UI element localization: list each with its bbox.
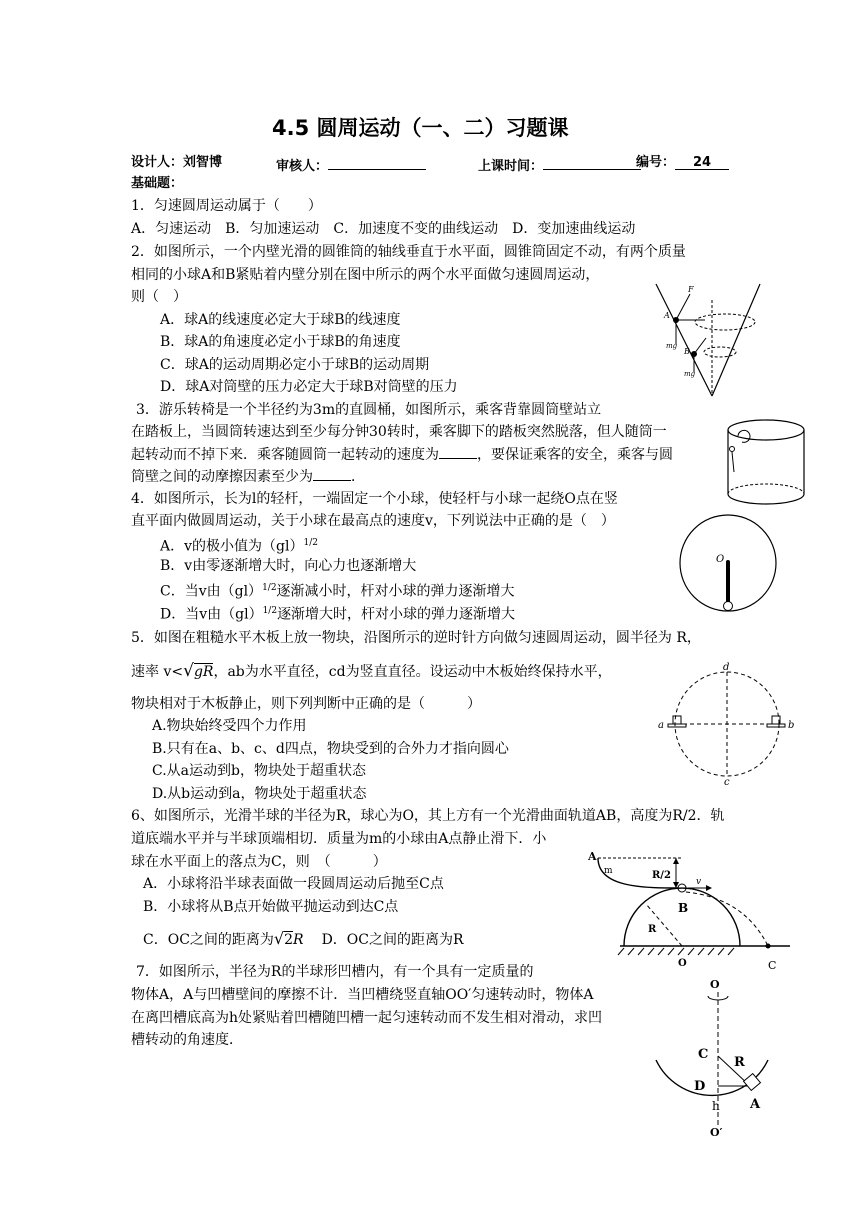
q4-option-d <box>160 601 515 625</box>
reviewer-field <box>276 153 426 177</box>
q6-option-b: B．小球将从B点开始做平抛运动到达C点 <box>143 899 399 915</box>
designer-label: 设计人：刘智博 <box>131 155 223 170</box>
bowl-label-c: C <box>698 1047 709 1062</box>
q4-option-c <box>160 578 515 602</box>
cone-label-mg-b: mg <box>684 370 696 378</box>
q5-option-b: B.只有在a、b、c、d四点，物块受到的合外力才指向圆心 <box>152 741 509 757</box>
time-blank <box>543 153 641 170</box>
q4-option-a <box>160 533 318 557</box>
q1-stem: 1．匀速圆周运动属于（ ） <box>131 198 322 214</box>
q7-stem-line1: 7．如图所示，半径为R的半球形凹槽内，有一个具有一定质量的 <box>136 964 534 980</box>
q4-sup-d: 1/2 <box>262 606 278 616</box>
q3-stem-line4 <box>131 466 365 487</box>
section-heading: 基础题： <box>131 176 184 191</box>
cone-label-a: A <box>664 311 670 320</box>
q5-text-b: ，ab为水平直径，cd为竖直直径。设运动中木板始终保持水平， <box>213 664 612 680</box>
q5-option-c: C.从a运动到b，物块处于超重状态 <box>152 763 366 779</box>
hemisphere-label-c: C <box>768 959 777 972</box>
hemisphere-figure <box>584 842 796 976</box>
q2-option-c: C．球A的运动周期必定小于球B的运动周期 <box>160 357 430 373</box>
q5-radicand: gR <box>193 664 214 680</box>
q2-stem-line3: 则（ ） <box>131 289 187 305</box>
q3-stem-line2: 在踏板上，当圆筒转速达到至少每分钟30转时，乘客脚下的踏板突然脱落，但人随筒一 <box>131 424 667 440</box>
hemisphere-label-b: B <box>678 901 689 915</box>
cone-label-f: F <box>688 285 694 294</box>
hemisphere-label-r2: R/2 <box>652 870 671 881</box>
circular-motion-figure <box>656 662 798 786</box>
q4-option-a-text: A．v的极小值为（gl） <box>160 538 304 555</box>
q4-sup-a: 1/2 <box>303 538 318 548</box>
cone-figure <box>650 280 765 402</box>
page-title: 4.5 圆周运动（一、二）习题课 <box>272 116 569 140</box>
q7-stem-line4: 槽转动的角速度． <box>131 1032 243 1048</box>
bowl-label-o-prime: O′ <box>710 1126 723 1138</box>
q3-blank-friction <box>313 466 351 481</box>
q5-stem-line3: 物块相对于木板静止，则下列判断中正确的是（ ） <box>131 696 481 712</box>
q5-option-d: D.从b运动到a，物块处于超重状态 <box>152 786 367 802</box>
q4-stem-line2: 直平面内做圆周运动，关于小球在最高点的速度v，下列说法中正确的是（ ） <box>131 513 615 529</box>
q4-option-c-a: C．当v由（gl） <box>160 583 263 600</box>
q3-text-b: ，要保证乘客的安全，乘客与圆 <box>477 447 673 463</box>
q7-stem-line3: 在离凹槽底高为h处紧贴着凹槽随凹槽一起匀速转动而不发生相对滑动，求凹 <box>131 1010 603 1026</box>
q6-option-c-unit: R <box>293 932 304 948</box>
circle5-label-a: a <box>658 720 664 731</box>
cone-label-mg-a: mg <box>666 342 678 350</box>
rod-circle-figure <box>678 512 778 614</box>
q6-stem-line1: 6、如图所示，光滑半球的半径为R，球心为O，其上方有一个光滑曲面轨道AB，高度为R/2．轨 <box>131 808 725 824</box>
q2-stem-line2: 相同的小球A和B紧贴着内壁分别在图中所示的两个水平面做匀速圆周运动， <box>131 267 600 283</box>
q1-options: A．匀速运动 B．匀加速运动 C．加速度不变的曲线运动 D．变加速曲线运动 <box>131 221 636 237</box>
hemisphere-label-r: R <box>648 924 657 935</box>
q5-text-a: 速率 v< <box>131 664 184 680</box>
q6-sqrt: √ <box>273 929 285 948</box>
q4-option-b: B．v由零逐渐增大时，向心力也逐渐增大 <box>160 558 417 574</box>
q4-option-d-b: 逐渐增大时，杆对小球的弹力逐渐增大 <box>277 606 516 623</box>
rod-label-o: O <box>716 554 725 565</box>
number-label: 编号： <box>636 155 676 170</box>
q3-text-c: 筒壁之间的动摩擦因素至少为 <box>131 469 313 485</box>
q6-option-c-text: C．OC之间的距离为 <box>143 932 274 948</box>
q6-option-cd <box>143 929 464 950</box>
reviewer-label: 审核人： <box>276 159 329 174</box>
q2-option-d: D．球A对筒壁的压力必定大于球B对筒壁的压力 <box>160 379 458 395</box>
number-field <box>636 153 729 173</box>
q5-stem-line2 <box>131 661 612 682</box>
q7-stem-line2: 物体A，A与凹槽壁间的摩擦不计．当凹槽绕竖直轴OO′匀速转动时，物体A <box>131 987 594 1003</box>
hemisphere-label-o: O <box>678 958 687 969</box>
q5-option-a: A.物块始终受四个力作用 <box>152 718 307 734</box>
q4-sup-c: 1/2 <box>262 583 277 593</box>
hemisphere-label-v: v <box>696 877 702 887</box>
hemisphere-label-a: A <box>588 850 597 863</box>
rotating-bowl-figure <box>650 976 774 1138</box>
cone-label-b: B <box>684 347 690 356</box>
q4-option-d-a: D．当v由（gl） <box>160 606 263 623</box>
q3-text-d: ． <box>351 469 365 485</box>
q2-option-a: A．球A的线速度必定大于球B的线速度 <box>160 312 401 328</box>
q3-text-a: 起转动而不掉下来．乘客随圆筒一起转动的速度为 <box>131 447 439 463</box>
cylinder-figure <box>724 416 808 508</box>
bowl-label-o: O <box>710 978 720 991</box>
time-field <box>478 153 641 177</box>
q2-option-b: B．球A的角速度必定小于球B的角速度 <box>160 334 401 350</box>
q3-stem-line1: 3．游乐转椅是一个半径约为3m的直圆桶，如图所示，乘客背靠圆筒壁站立 <box>136 402 602 418</box>
q6-stem-line3: 球在水平面上的落点为C，则 （ ） <box>131 854 387 870</box>
reviewer-blank <box>328 153 426 170</box>
q4-option-c-b: 逐渐减小时，杆对小球的弹力逐渐增大 <box>276 583 515 600</box>
number-value: 24 <box>675 153 729 170</box>
bowl-label-r: R <box>734 1055 745 1070</box>
bowl-label-a: A <box>750 1097 761 1112</box>
q6-stem-line2: 道底端水平并与半球顶端相切．质量为m的小球由A点静止滑下．小 <box>131 831 547 847</box>
q5-sqrt: √ <box>183 661 194 681</box>
q4-stem-line1: 4．如图所示，长为l的轻杆，一端固定一个小球，使轻杆与小球一起绕O点在竖 <box>131 491 618 507</box>
q5-stem-line1: 5．如图在粗糙水平木板上放一物块，沿图所示的逆时针方向做匀速圆周运动，圆半径为 R， <box>131 630 701 646</box>
bowl-label-h: h <box>712 1099 720 1113</box>
hemisphere-label-m: m <box>604 866 613 876</box>
q2-stem-line1: 2．如图所示，一个内壁光滑的圆锥筒的轴线垂直于水平面，圆锥筒固定不动，有两个质量 <box>131 244 686 260</box>
bowl-label-d: D <box>694 1079 706 1094</box>
circle5-label-d: d <box>723 662 730 673</box>
circle5-label-b: b <box>788 720 795 731</box>
circle5-label-c: c <box>724 777 730 786</box>
time-label: 上课时间： <box>478 159 544 174</box>
q6-option-d-text: D．OC之间的距离为R <box>321 932 464 948</box>
q6-option-a: A．小球将沿半球表面做一段圆周运动后抛至C点 <box>143 876 444 892</box>
q3-stem-line3 <box>131 444 673 465</box>
q6-radicand: 2 <box>284 932 294 948</box>
q3-blank-speed <box>439 444 477 459</box>
